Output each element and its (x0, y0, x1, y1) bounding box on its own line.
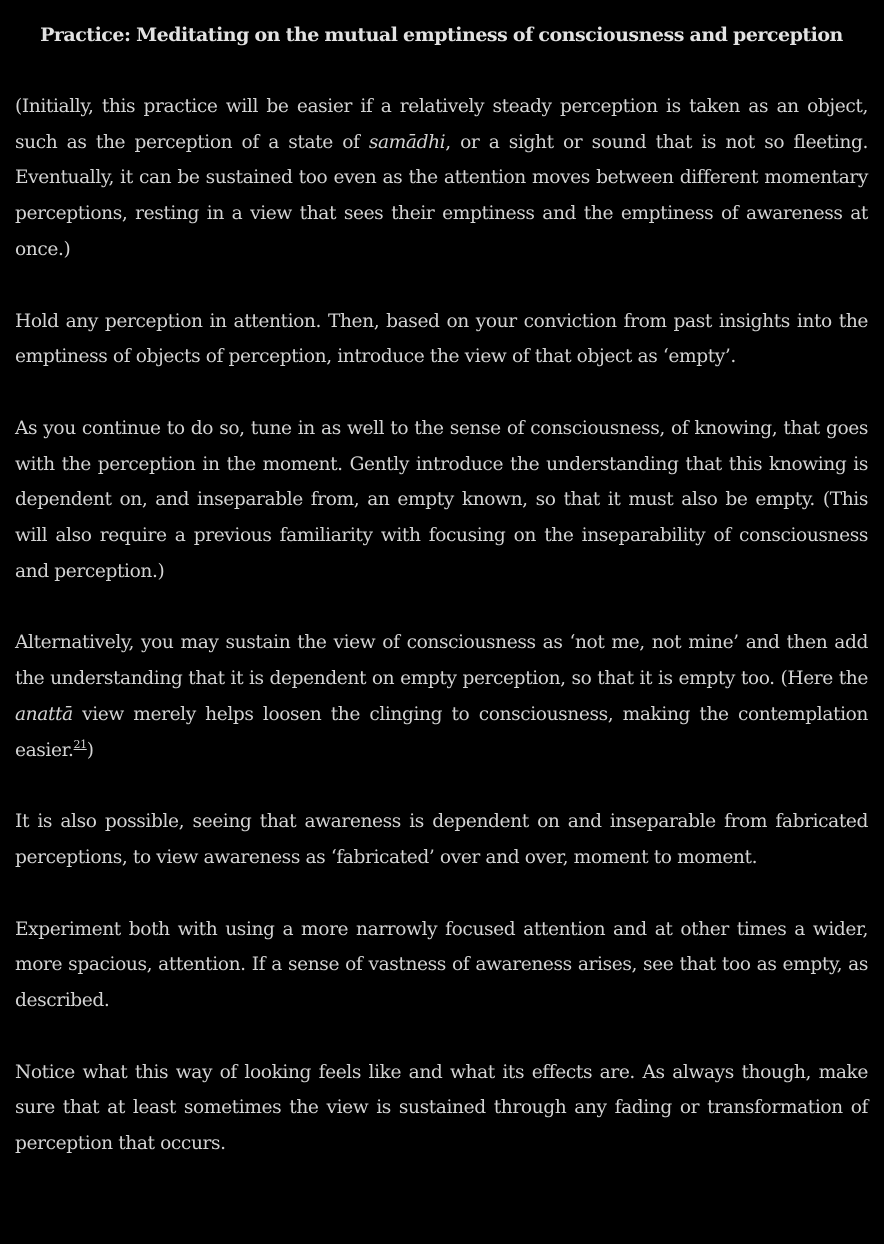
paragraph-notice: Notice what this way of looking feels like and what its effects are. As always though, make sure that at least sometimes the view is sustained through any fading or transformation of perception that occurs. (15, 1061, 868, 1155)
italic-term-samadhi: samādhi (368, 131, 446, 153)
paragraph-text: (Initially, this practice will be easier if a relatively steady perception is taken as an object, such as the perception of a state of (15, 96, 868, 153)
paragraph-text: , or a sight or sound that is not so fleeting. Eventually, it can be sustained too even as the attention moves between different momentary perceptions, resting in a view that sees their emptiness and the emptiness of awareness at once.) (15, 131, 868, 260)
paragraph-alternatively (15, 625, 868, 768)
paragraph-text: view merely helps loosen the clinging to consciousness, making the contemplation easier. (15, 703, 868, 761)
paragraph-text: Alternatively, you may sustain the view of consciousness as ‘not me, not mine’ and then add the understanding that it is dependent on empty perception, so that it is empty too. (Here the (15, 632, 868, 690)
paragraph-hold-perception: Hold any perception in attention. Then, based on your conviction from past insights into the emptiness of objects of perception, introduce the view of that object as ‘empty’. (15, 310, 868, 368)
paragraph-text: ) (86, 739, 94, 761)
paragraph-tune-in: As you continue to do so, tune in as well to the sense of consciousness, of knowing, that goes with the perception in the moment. Gently introduce the understanding that this knowing is dependent on, and inseparable from, an empty known, so that it must also be empty. (This will also require a previous familiarity with focusing on the inseparability of consciousness and perception.) (15, 417, 868, 582)
paragraph-also-possible: It is also possible, seeing that awareness is dependent on and inseparable from fabricated perceptions, to view awareness as ‘fabricated’ over and over, moment to moment. (15, 811, 868, 868)
italic-term-anatta: anattā (15, 703, 73, 725)
footnote-link[interactable]: 21 (73, 737, 87, 751)
practice-heading: Practice: Meditating on the mutual emptiness of consciousness and perception (40, 24, 843, 46)
paragraph-initially (15, 89, 868, 268)
paragraph-experiment: Experiment both with using a more narrowly focused attention and at other times a wider, more spacious, attention. If a sense of vastness of awareness arises, see that too as empty, as described. (15, 918, 868, 1012)
